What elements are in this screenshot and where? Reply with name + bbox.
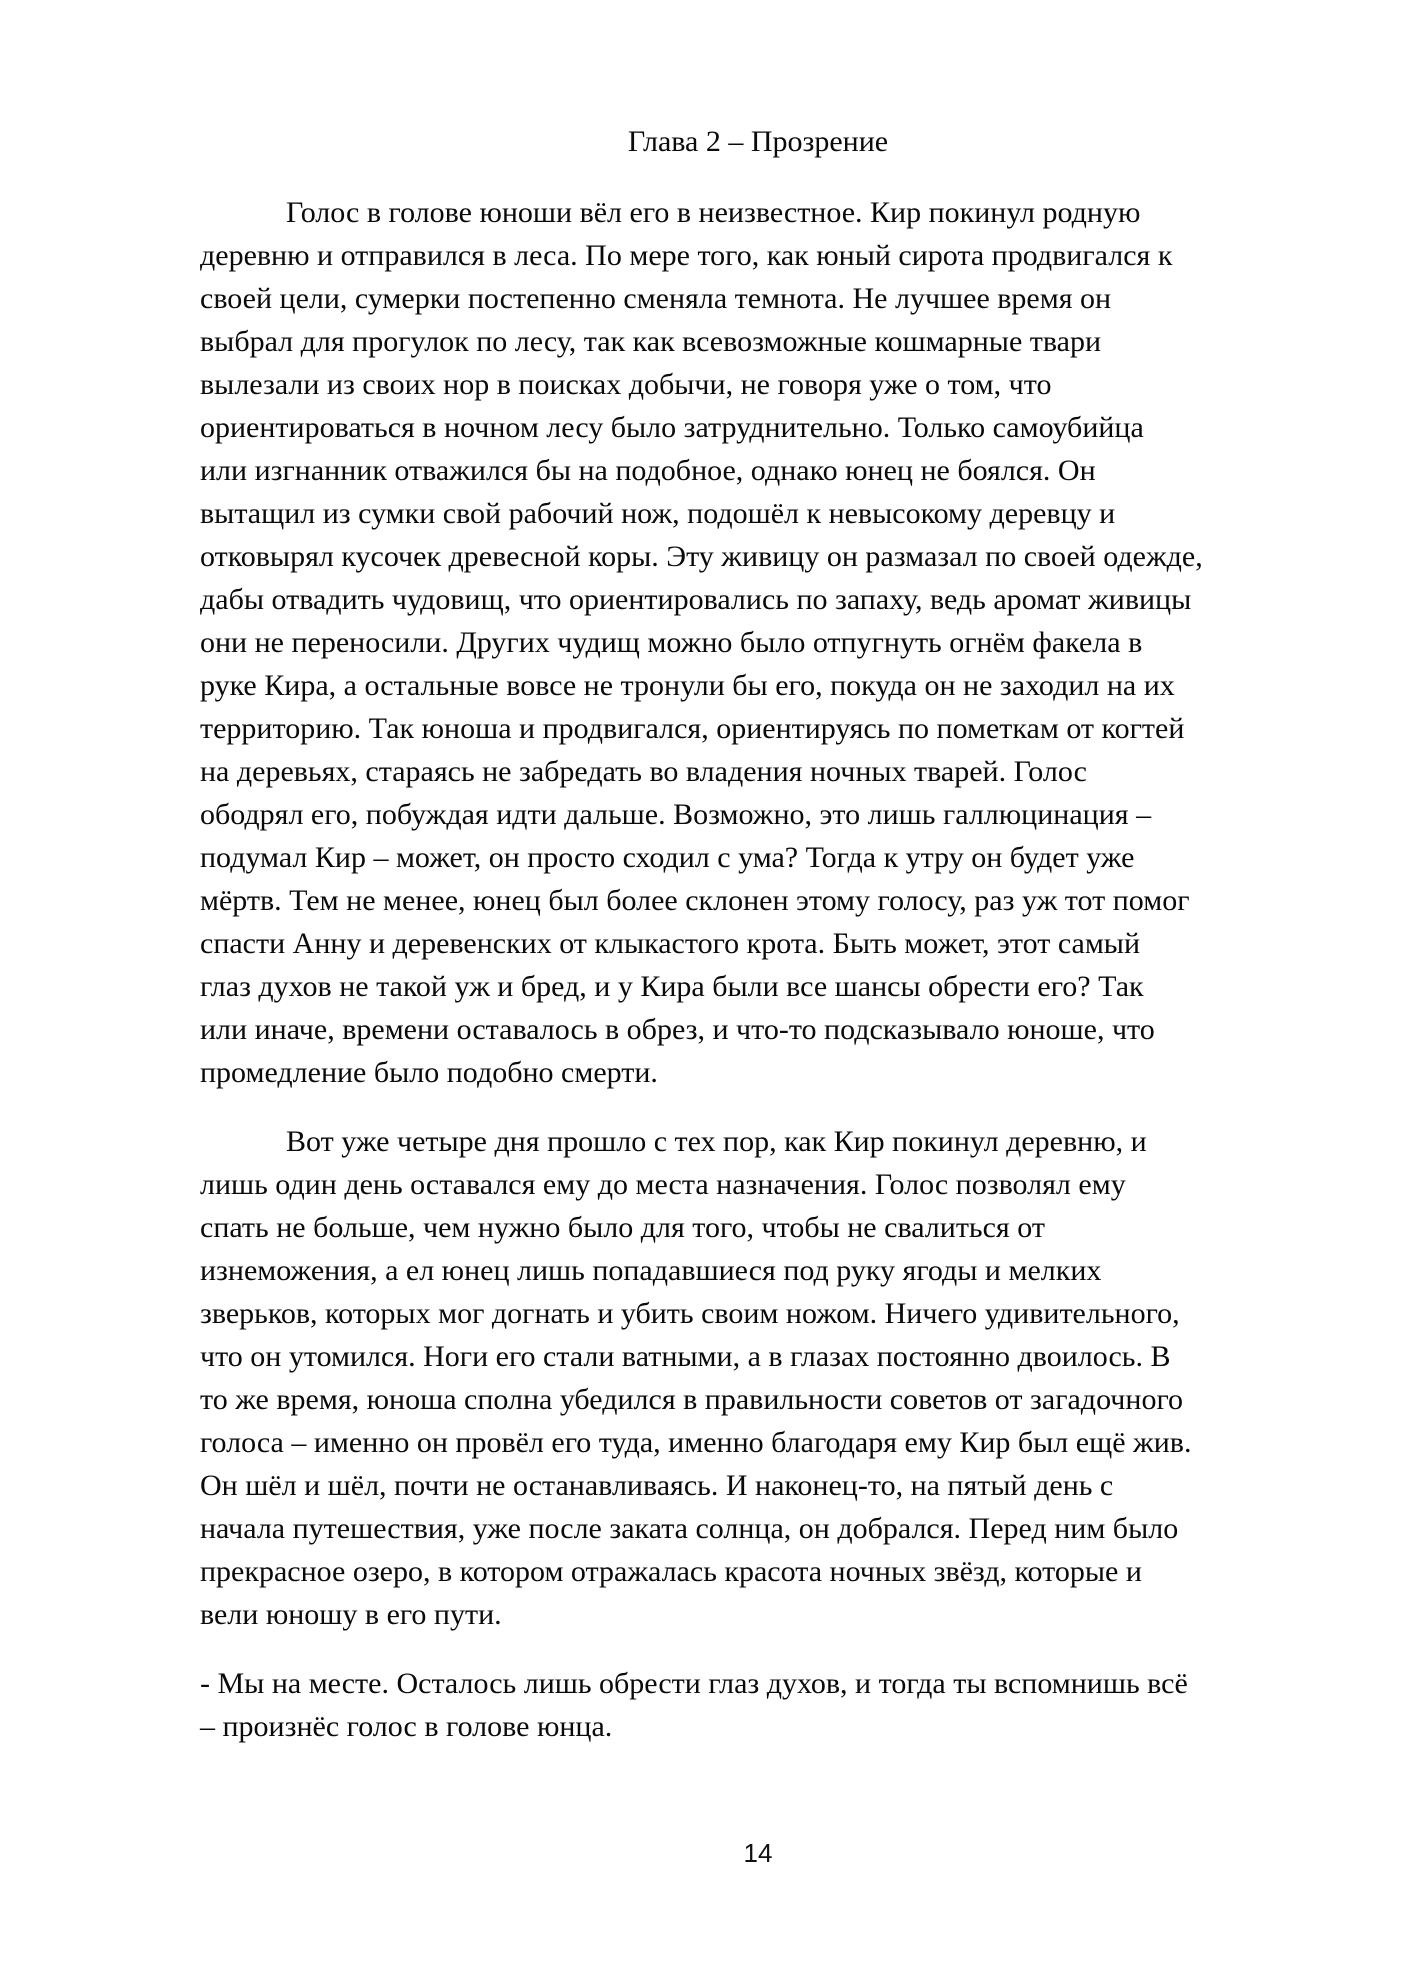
text-line: что он утомился. Ноги его стали ватными, а в глазах постоянно двоилось. В: [200, 1340, 1171, 1373]
text-line: голоса – именно он провёл его туда, именно благодаря ему Кир был ещё жив.: [200, 1426, 1192, 1459]
text-line: они не переносили. Других чудищ можно было отпугнуть огнём факела в: [200, 626, 1143, 659]
text-line: вылезали из своих нор в поисках добычи, не говоря уже о том, что: [200, 368, 1052, 401]
text-line: прекрасное озеро, в котором отражалась красота ночных звёзд, которые и: [200, 1555, 1142, 1588]
text-line: подумал Кир – может, он просто сходил с ума? Тогда к утру он будет уже: [200, 841, 1135, 874]
text-line: выбрал для прогулок по лесу, так как всевозможные кошмарные твари: [200, 325, 1102, 358]
text-line: отковырял кусочек древесной коры. Эту живицу он размазал по своей одежде,: [200, 540, 1203, 573]
text-line: зверьков, которых мог догнать и убить своим ножом. Ничего удивительного,: [200, 1297, 1180, 1330]
text-line: своей цели, сумерки постепенно сменяла темнота. Не лучшее время он: [200, 282, 1112, 315]
document-body-text: [200, 191, 1316, 1748]
text-line: деревню и отправился в леса. По мере того, как юный сирота продвигался к: [200, 239, 1173, 272]
text-line: на деревьях, стараясь не забредать во владения ночных тварей. Голос: [200, 755, 1087, 788]
text-line: вытащил из сумки свой рабочий нож, подошёл к невысокому деревцу и: [200, 497, 1116, 530]
text-line: ободрял его, побуждая идти дальше. Возможно, это лишь галлюцинация –: [200, 798, 1152, 831]
paragraph: [200, 1662, 1316, 1748]
text-line: Голос в голове юноши вёл его в неизвестное. Кир покинул родную: [286, 196, 1141, 229]
text-line: спать не больше, чем нужно было для того, чтобы не свалиться от: [200, 1211, 1045, 1244]
text-line: – произнёс голос в голове юнца.: [200, 1710, 613, 1743]
text-line: или изгнанник отважился бы на подобное, однако юнец не боялся. Он: [200, 454, 1096, 487]
text-line: то же время, юноша сполна убедился в правильности советов от загадочного: [200, 1383, 1183, 1416]
text-line: начала путешествия, уже после заката солнца, он добрался. Перед ним было: [200, 1512, 1179, 1545]
paragraph: [200, 1120, 1316, 1636]
text-line: промедление было подобно смерти.: [200, 1056, 658, 1089]
text-line: вели юношу в его пути.: [200, 1598, 502, 1631]
text-line: руке Кира, а остальные вовсе не тронули бы его, покуда он не заходил на их: [200, 669, 1175, 702]
text-line: Он шёл и шёл, почти не останавливаясь. И наконец-то, на пятый день с: [200, 1469, 1114, 1502]
text-line: ориентироваться в ночном лесу было затруднительно. Только самоубийца: [200, 411, 1144, 444]
chapter-title: Глава 2 – Прозрение: [627, 125, 889, 158]
text-line: спасти Анну и деревенских от клыкастого крота. Быть может, этот самый: [200, 927, 1141, 960]
text-line: дабы отвадить чудовищ, что ориентировались по запаху, ведь аромат живицы: [200, 583, 1192, 616]
document-content: [200, 120, 1316, 1748]
text-line: изнеможения, а ел юнец лишь попадавшиеся под руку ягоды и мелких: [200, 1254, 1102, 1287]
text-line: глаз духов не такой уж и бред, и у Кира были все шансы обрести его? Так: [200, 970, 1144, 1003]
text-line: - Мы на месте. Осталось лишь обрести глаз духов, и тогда ты вспомнишь всё: [200, 1667, 1188, 1700]
text-line: Вот уже четыре дня прошло с тех пор, как Кир покинул деревню, и: [286, 1125, 1147, 1158]
paragraph: [200, 191, 1316, 1094]
text-line: лишь один день оставался ему до места назначения. Голос позволял ему: [200, 1168, 1126, 1201]
text-line: или иначе, времени оставалось в обрез, и что-то подсказывало юноше, что: [200, 1013, 1155, 1046]
text-line: мёртв. Тем не менее, юнец был более склонен этому голосу, раз уж тот помог: [200, 884, 1190, 917]
text-line: территорию. Так юноша и продвигался, ориентируясь по пометкам от когтей: [200, 712, 1185, 745]
page-number: 14: [743, 1838, 773, 1868]
